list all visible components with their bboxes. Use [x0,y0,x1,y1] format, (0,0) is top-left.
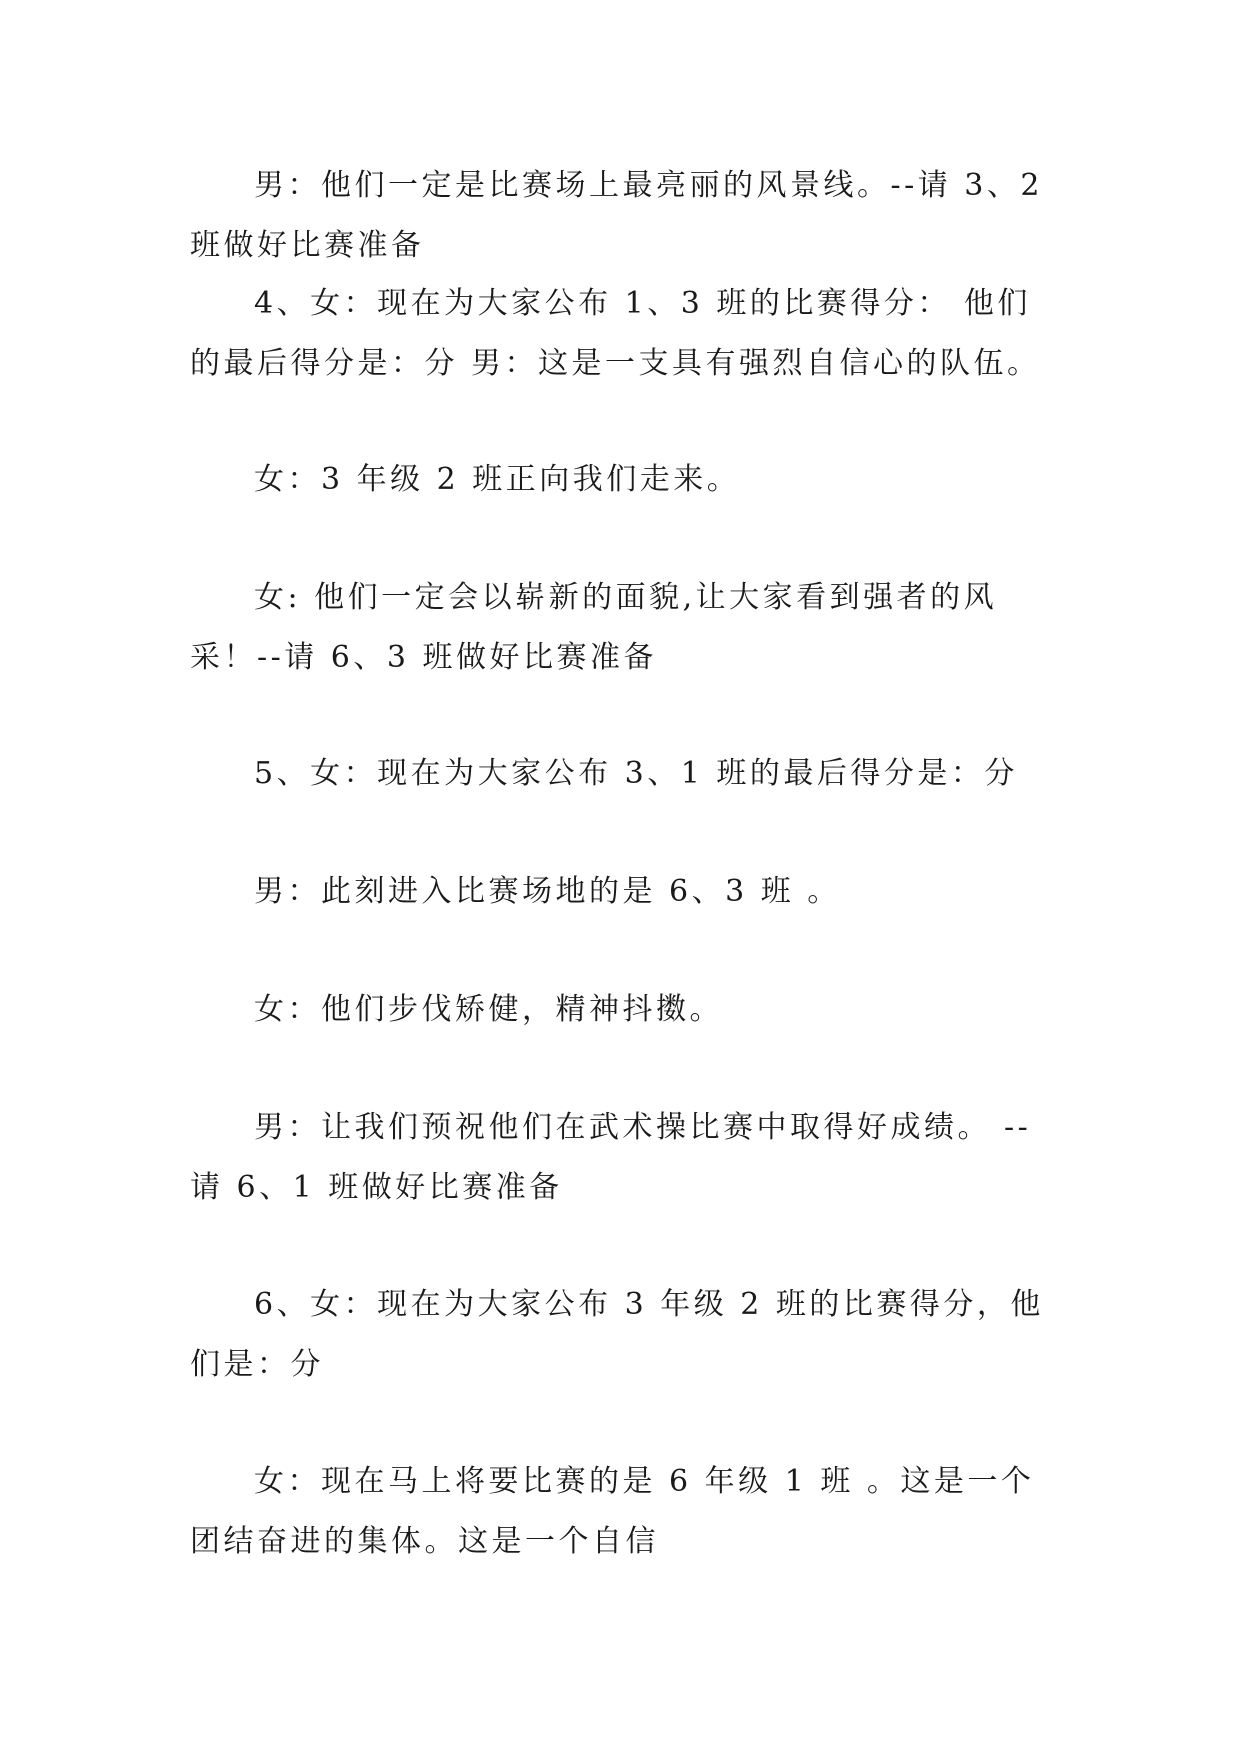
paragraph-2: 4、女：现在为大家公布 1、3 班的比赛得分： 他们的最后得分是：分 男：这是一支具有强烈自信心的队伍。 [190,286,1041,381]
paragraph-4: 女: 他们一定会以崭新的面貌,让大家看到强者的风采！--请 6、3 班做好比赛准备 [190,580,998,675]
paragraph-1: 男：他们一定是比赛场上最亮丽的风景线。--请 3、2 班做好比赛准备 [190,168,1043,263]
paragraph-9: 6、女：现在为大家公布 3 年级 2 班的比赛得分，他们是：分 [190,1287,1044,1382]
paragraph-6: 男：此刻进入比赛场地的是 6、3 班 。 [254,874,841,909]
paragraph-7: 女：他们步伐矫健，精神抖擞。 [254,992,723,1027]
paragraph-3: 女：3 年级 2 班正向我们走来。 [254,462,741,497]
paragraph-10: 女：现在马上将要比赛的是 6 年级 1 班 。这是一个团结奋进的集体。这是一个自信 [190,1464,1035,1559]
paragraph-5: 5、女：现在为大家公布 3、1 班的最后得分是：分 [254,756,1018,791]
paragraph-8: 男：让我们预祝他们在武术操比赛中取得好成绩。 --请 6、1 班做好比赛准备 [190,1110,1032,1205]
